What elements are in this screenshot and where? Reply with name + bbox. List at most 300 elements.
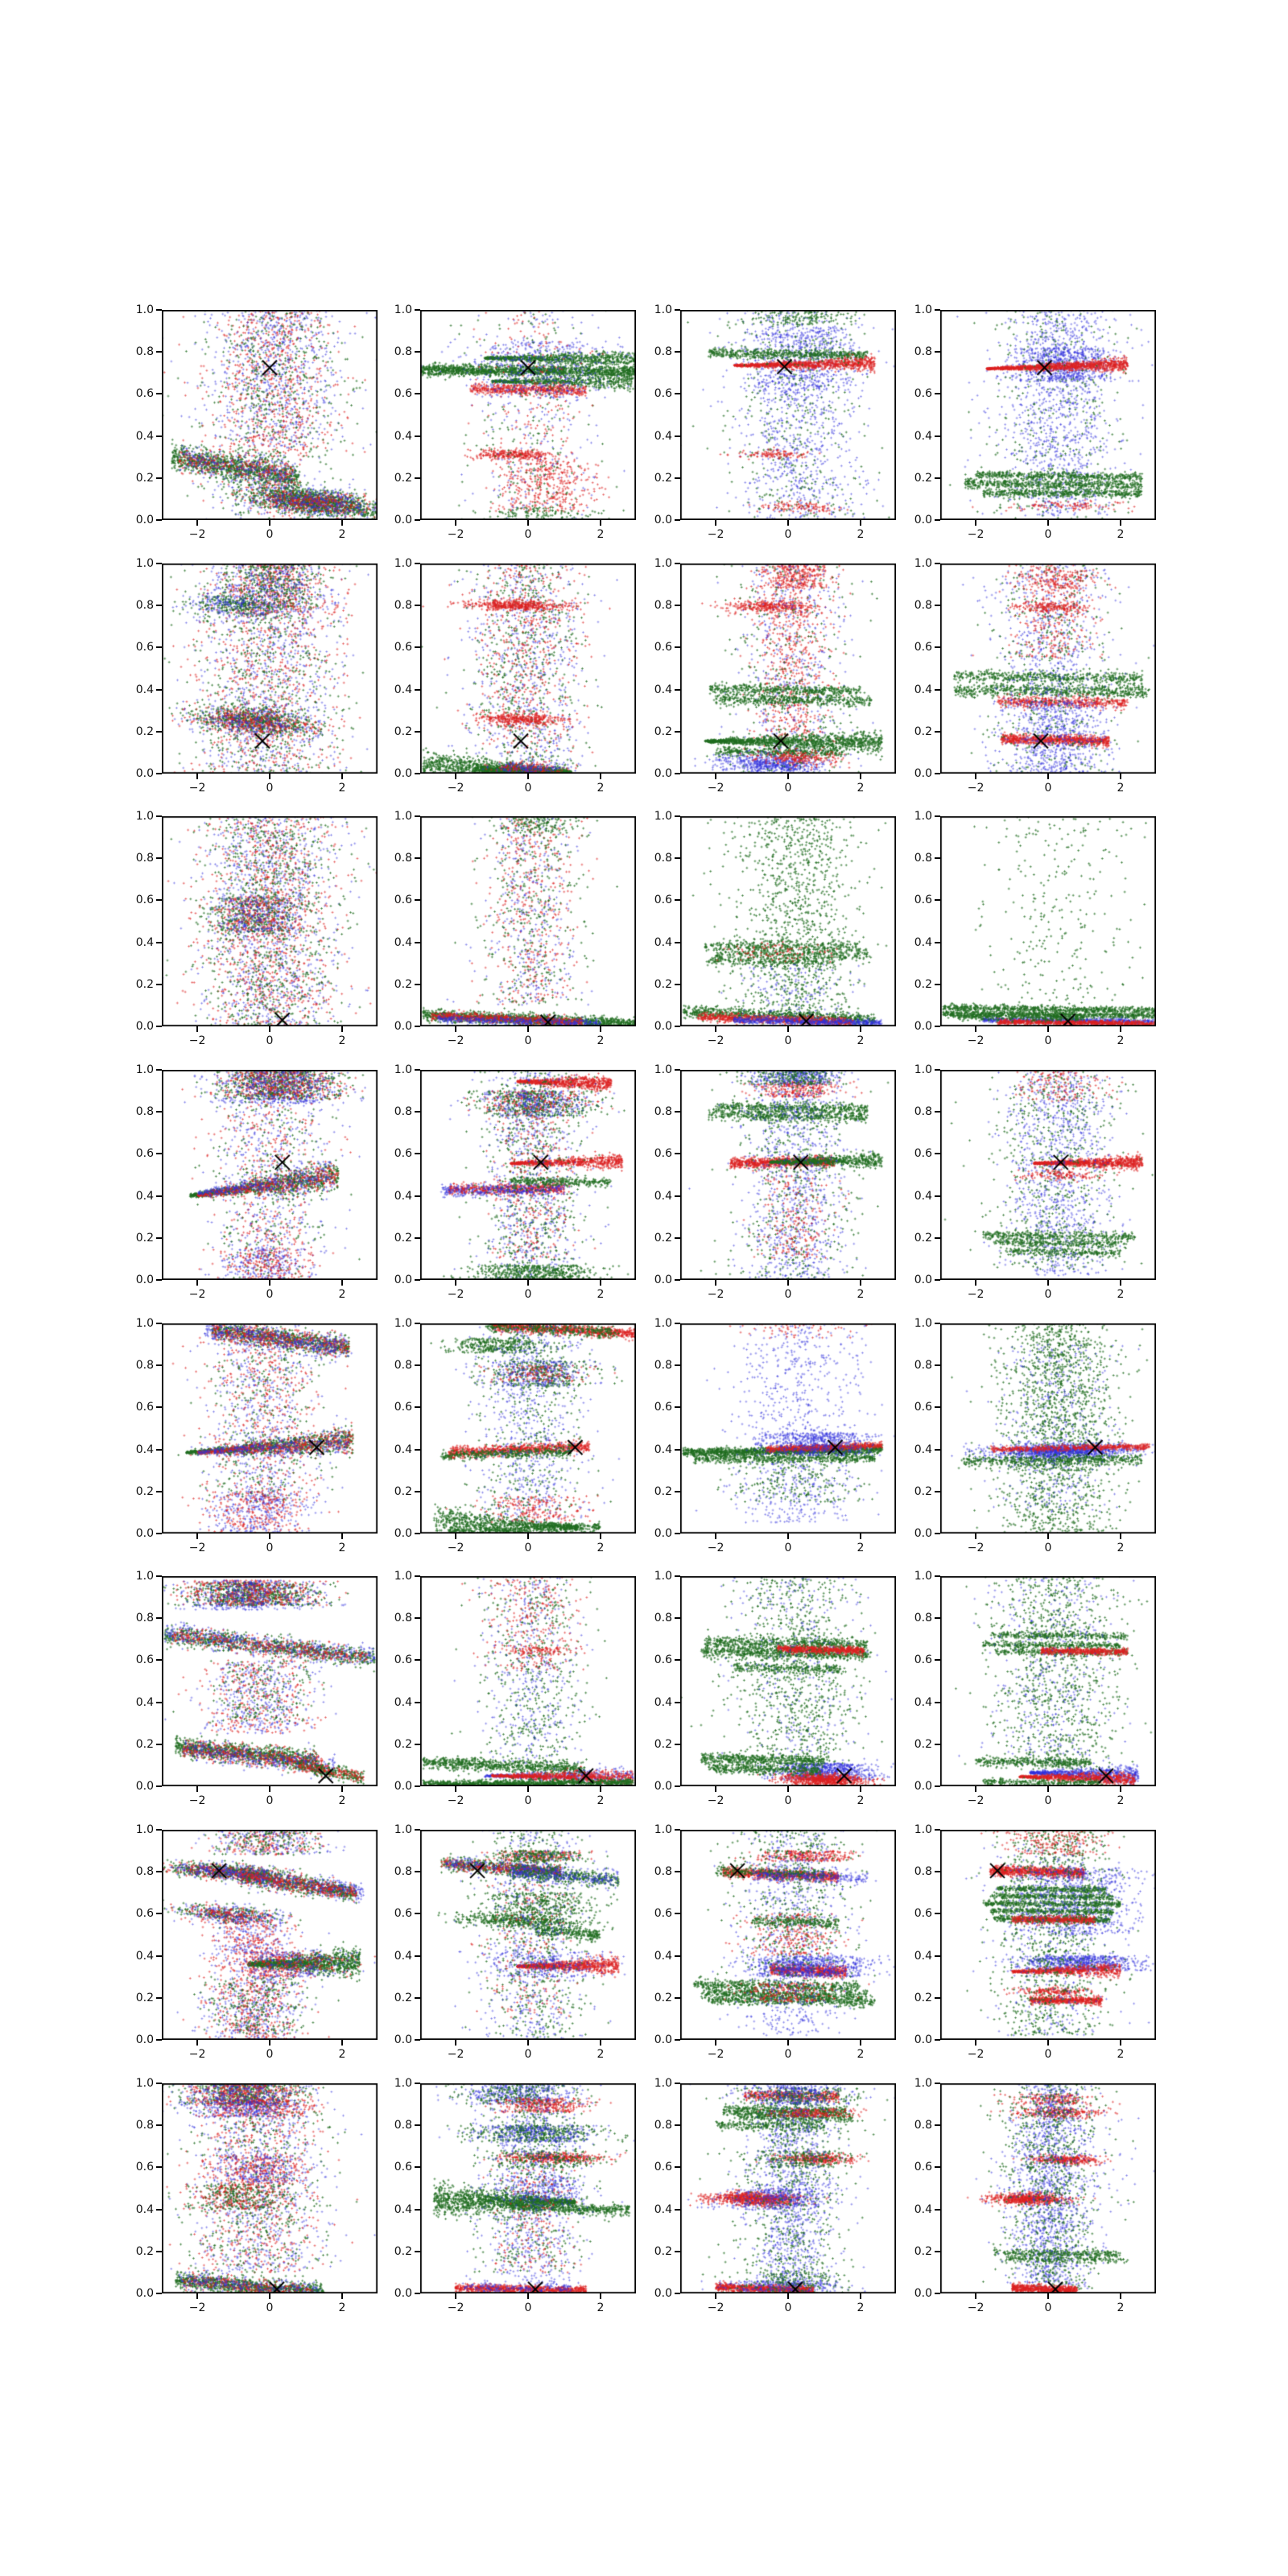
y-tick-mark bbox=[156, 815, 162, 817]
x-tick-label: 2 bbox=[1117, 1034, 1125, 1047]
y-tick-label: 0.6 bbox=[914, 1147, 932, 1161]
y-tick-label: 0.8 bbox=[135, 1359, 154, 1373]
y-tick-label: 0.2 bbox=[394, 471, 412, 485]
x-tick-label: −2 bbox=[967, 782, 985, 795]
y-tick-mark bbox=[935, 1491, 940, 1492]
x-tick-mark bbox=[975, 2293, 976, 2299]
y-tick-mark bbox=[675, 563, 680, 564]
x-tick-label: 0 bbox=[784, 2048, 792, 2061]
y-tick-label: 0.8 bbox=[135, 1612, 154, 1625]
y-tick-mark bbox=[675, 1702, 680, 1703]
subplot-r7c1 bbox=[114, 1820, 390, 2079]
x-tick-mark bbox=[1047, 520, 1049, 526]
y-tick-label: 0.2 bbox=[654, 1231, 672, 1245]
subplot-r5c1 bbox=[114, 1314, 390, 1572]
y-tick-label: 1.0 bbox=[914, 2077, 932, 2090]
y-tick-mark bbox=[415, 436, 420, 437]
x-tick-mark bbox=[860, 1534, 861, 1539]
x-tick-label: −2 bbox=[967, 2301, 985, 2314]
x-tick-label: 0 bbox=[266, 528, 274, 541]
y-tick-label: 0.8 bbox=[914, 2119, 932, 2132]
y-tick-label: 0.0 bbox=[394, 767, 412, 780]
y-tick-mark bbox=[415, 563, 420, 564]
x-tick-mark bbox=[715, 2293, 716, 2299]
x-tick-label: −2 bbox=[707, 1794, 724, 1807]
x-tick-label: 0 bbox=[266, 782, 274, 795]
x-tick-mark bbox=[1120, 774, 1121, 779]
y-tick-label: 0.8 bbox=[914, 852, 932, 865]
y-tick-label: 0.4 bbox=[914, 429, 932, 443]
y-tick-mark bbox=[415, 1785, 420, 1787]
y-tick-label: 0.2 bbox=[135, 471, 154, 485]
x-tick-label: 0 bbox=[1044, 1542, 1052, 1554]
x-tick-label: 0 bbox=[266, 2301, 274, 2314]
y-tick-mark bbox=[156, 1449, 162, 1451]
y-tick-label: 0.0 bbox=[135, 514, 154, 526]
y-tick-label: 0.8 bbox=[654, 345, 672, 359]
y-tick-label: 0.2 bbox=[394, 1991, 412, 2004]
y-tick-label: 0.6 bbox=[654, 641, 672, 654]
y-tick-label: 0.0 bbox=[394, 1020, 412, 1033]
y-tick-label: 0.4 bbox=[394, 1189, 412, 1203]
x-tick-label: −2 bbox=[447, 782, 464, 795]
y-tick-label: 0.6 bbox=[654, 387, 672, 401]
x-tick-mark bbox=[1047, 2040, 1049, 2046]
y-tick-label: 0.8 bbox=[135, 1865, 154, 1879]
y-tick-mark bbox=[675, 1237, 680, 1239]
x-tick-label: −2 bbox=[967, 1542, 985, 1554]
x-tick-mark bbox=[860, 1026, 861, 1032]
y-tick-mark bbox=[415, 1871, 420, 1872]
y-tick-label: 1.0 bbox=[914, 1063, 932, 1076]
y-tick-mark bbox=[156, 689, 162, 691]
x-tick-label: −2 bbox=[447, 1794, 464, 1807]
subplot-r2c2 bbox=[372, 554, 649, 812]
y-tick-label: 0.6 bbox=[394, 894, 412, 907]
y-tick-mark bbox=[935, 2293, 940, 2294]
x-tick-label: 0 bbox=[784, 2301, 792, 2314]
subplot-r6c3 bbox=[632, 1567, 909, 1825]
x-tick-label: −2 bbox=[447, 2301, 464, 2314]
y-tick-mark bbox=[675, 1617, 680, 1619]
y-tick-mark bbox=[675, 1913, 680, 1914]
subplot-r5c3 bbox=[632, 1314, 909, 1572]
subplot-r1c1 bbox=[114, 300, 390, 559]
y-tick-mark bbox=[675, 351, 680, 353]
subplot-r5c2 bbox=[372, 1314, 649, 1572]
y-tick-label: 0.4 bbox=[914, 1189, 932, 1203]
y-tick-label: 0.0 bbox=[394, 514, 412, 526]
subplot-r7c4 bbox=[892, 1820, 1169, 2079]
x-tick-label: −2 bbox=[447, 2048, 464, 2061]
x-tick-mark bbox=[341, 1280, 343, 1286]
y-tick-mark bbox=[675, 1111, 680, 1113]
y-tick-label: 0.2 bbox=[654, 977, 672, 991]
y-tick-mark bbox=[156, 309, 162, 311]
y-tick-label: 0.8 bbox=[394, 345, 412, 359]
x-tick-mark bbox=[860, 1280, 861, 1286]
y-tick-label: 0.6 bbox=[135, 1907, 154, 1921]
subplot-r8c1 bbox=[114, 2074, 390, 2332]
y-tick-label: 0.8 bbox=[394, 1865, 412, 1879]
x-tick-mark bbox=[715, 774, 716, 779]
x-tick-mark bbox=[269, 774, 270, 779]
x-tick-label: 2 bbox=[597, 2301, 605, 2314]
x-tick-label: −2 bbox=[967, 1794, 985, 1807]
y-tick-mark bbox=[415, 1702, 420, 1703]
y-tick-mark bbox=[415, 1026, 420, 1027]
x-tick-label: 2 bbox=[338, 782, 346, 795]
x-tick-mark bbox=[715, 1026, 716, 1032]
y-tick-label: 0.0 bbox=[135, 1527, 154, 1540]
y-tick-mark bbox=[675, 2293, 680, 2294]
x-tick-mark bbox=[455, 1786, 456, 1792]
y-tick-label: 1.0 bbox=[135, 1063, 154, 1076]
y-tick-mark bbox=[156, 351, 162, 353]
x-tick-mark bbox=[975, 1534, 976, 1539]
y-tick-label: 0.2 bbox=[654, 1484, 672, 1498]
x-tick-mark bbox=[196, 2293, 198, 2299]
y-tick-label: 0.2 bbox=[914, 2244, 932, 2258]
x-tick-mark bbox=[196, 1280, 198, 1286]
y-tick-label: 1.0 bbox=[654, 1317, 672, 1330]
scatter-canvas bbox=[940, 1830, 1156, 2040]
x-tick-label: 0 bbox=[524, 2301, 532, 2314]
scatter-canvas bbox=[162, 1323, 378, 1534]
x-tick-label: 0 bbox=[1044, 1288, 1052, 1301]
y-tick-mark bbox=[156, 1491, 162, 1492]
y-tick-label: 0.6 bbox=[394, 1653, 412, 1667]
x-tick-mark bbox=[600, 2040, 601, 2046]
y-tick-mark bbox=[156, 1364, 162, 1366]
y-tick-mark bbox=[675, 731, 680, 733]
y-tick-mark bbox=[415, 605, 420, 606]
y-tick-mark bbox=[415, 393, 420, 394]
subplot-r1c2 bbox=[372, 300, 649, 559]
y-tick-mark bbox=[156, 1617, 162, 1619]
y-tick-mark bbox=[935, 1702, 940, 1703]
x-tick-mark bbox=[341, 774, 343, 779]
y-tick-mark bbox=[415, 2293, 420, 2294]
y-tick-mark bbox=[415, 1829, 420, 1831]
y-tick-label: 0.2 bbox=[135, 1991, 154, 2004]
x-tick-mark bbox=[455, 1280, 456, 1286]
y-tick-label: 0.4 bbox=[394, 1443, 412, 1456]
x-tick-label: 2 bbox=[338, 1542, 346, 1554]
x-tick-label: 2 bbox=[857, 782, 865, 795]
y-tick-mark bbox=[415, 2124, 420, 2126]
y-tick-mark bbox=[415, 1449, 420, 1451]
x-tick-label: 2 bbox=[338, 2048, 346, 2061]
y-tick-label: 0.2 bbox=[654, 471, 672, 485]
y-tick-label: 1.0 bbox=[135, 1823, 154, 1836]
y-tick-mark bbox=[675, 1997, 680, 1999]
y-tick-label: 0.8 bbox=[654, 1359, 672, 1373]
y-tick-label: 0.2 bbox=[914, 1737, 932, 1751]
x-tick-label: −2 bbox=[967, 528, 985, 541]
y-tick-mark bbox=[415, 1575, 420, 1577]
y-tick-label: 1.0 bbox=[914, 1823, 932, 1836]
y-tick-mark bbox=[675, 519, 680, 521]
x-tick-label: 2 bbox=[338, 528, 346, 541]
y-tick-mark bbox=[675, 1955, 680, 1957]
y-tick-label: 0.4 bbox=[914, 1949, 932, 1963]
x-tick-label: 0 bbox=[266, 2048, 274, 2061]
x-tick-label: −2 bbox=[707, 2048, 724, 2061]
subplot-r4c3 bbox=[632, 1060, 909, 1319]
y-tick-label: 0.2 bbox=[914, 471, 932, 485]
y-tick-mark bbox=[415, 1617, 420, 1619]
y-tick-mark bbox=[935, 1871, 940, 1872]
x-tick-label: 2 bbox=[597, 782, 605, 795]
subplot-r1c3 bbox=[632, 300, 909, 559]
y-tick-label: 1.0 bbox=[654, 1823, 672, 1836]
x-tick-mark bbox=[975, 1280, 976, 1286]
y-tick-label: 0.6 bbox=[394, 1147, 412, 1161]
y-tick-mark bbox=[156, 1153, 162, 1154]
scatter-canvas bbox=[680, 2083, 896, 2293]
x-tick-mark bbox=[787, 1786, 789, 1792]
y-tick-mark bbox=[675, 605, 680, 606]
y-tick-label: 0.4 bbox=[394, 683, 412, 696]
x-tick-label: 0 bbox=[524, 782, 532, 795]
y-tick-label: 1.0 bbox=[654, 810, 672, 823]
x-tick-mark bbox=[269, 1786, 270, 1792]
x-tick-mark bbox=[975, 1786, 976, 1792]
y-tick-mark bbox=[415, 646, 420, 648]
y-tick-mark bbox=[156, 773, 162, 774]
y-tick-mark bbox=[415, 2083, 420, 2084]
x-tick-mark bbox=[196, 1786, 198, 1792]
y-tick-mark bbox=[935, 393, 940, 394]
y-tick-label: 0.6 bbox=[394, 2161, 412, 2174]
y-tick-mark bbox=[935, 2124, 940, 2126]
subplot-r6c2 bbox=[372, 1567, 649, 1825]
y-tick-label: 0.6 bbox=[394, 641, 412, 654]
y-tick-label: 0.8 bbox=[914, 599, 932, 613]
y-tick-label: 0.0 bbox=[135, 1780, 154, 1793]
y-tick-mark bbox=[675, 1364, 680, 1366]
y-tick-mark bbox=[935, 646, 940, 648]
subplot-r3c2 bbox=[372, 807, 649, 1065]
y-tick-mark bbox=[415, 1491, 420, 1492]
y-tick-mark bbox=[675, 309, 680, 311]
scatter-canvas bbox=[680, 1830, 896, 2040]
x-tick-label: 2 bbox=[597, 1288, 605, 1301]
y-tick-label: 1.0 bbox=[914, 303, 932, 316]
x-tick-mark bbox=[455, 520, 456, 526]
y-tick-mark bbox=[675, 2083, 680, 2084]
x-tick-mark bbox=[527, 2040, 529, 2046]
subplot-r8c2 bbox=[372, 2074, 649, 2332]
y-tick-mark bbox=[935, 2251, 940, 2252]
y-tick-mark bbox=[156, 1659, 162, 1661]
y-tick-label: 0.8 bbox=[394, 599, 412, 613]
x-tick-mark bbox=[269, 1026, 270, 1032]
x-tick-mark bbox=[1120, 1026, 1121, 1032]
x-tick-label: −2 bbox=[447, 1288, 464, 1301]
subplot-r2c3 bbox=[632, 554, 909, 812]
y-tick-mark bbox=[675, 2209, 680, 2211]
x-tick-label: 2 bbox=[1117, 1794, 1125, 1807]
scatter-canvas bbox=[420, 1830, 636, 2040]
y-tick-label: 1.0 bbox=[135, 557, 154, 570]
y-tick-mark bbox=[675, 1153, 680, 1154]
y-tick-label: 0.0 bbox=[654, 767, 672, 780]
scatter-canvas bbox=[680, 1576, 896, 1786]
x-tick-label: −2 bbox=[447, 1542, 464, 1554]
y-tick-label: 0.4 bbox=[914, 2202, 932, 2216]
scatter-canvas bbox=[162, 816, 378, 1026]
y-tick-label: 0.0 bbox=[914, 2287, 932, 2300]
y-tick-mark bbox=[156, 1997, 162, 1999]
y-tick-mark bbox=[156, 1237, 162, 1239]
x-tick-mark bbox=[1047, 1534, 1049, 1539]
scatter-canvas bbox=[940, 1323, 1156, 1534]
x-tick-label: −2 bbox=[967, 1034, 985, 1047]
x-tick-mark bbox=[600, 1280, 601, 1286]
x-tick-label: −2 bbox=[447, 528, 464, 541]
y-tick-label: 0.4 bbox=[914, 683, 932, 696]
y-tick-label: 0.8 bbox=[394, 1359, 412, 1373]
y-tick-mark bbox=[935, 1997, 940, 1999]
x-tick-mark bbox=[1047, 1786, 1049, 1792]
y-tick-label: 1.0 bbox=[914, 557, 932, 570]
y-tick-mark bbox=[935, 2209, 940, 2211]
x-tick-mark bbox=[787, 2293, 789, 2299]
y-tick-mark bbox=[935, 1237, 940, 1239]
y-tick-label: 0.6 bbox=[135, 641, 154, 654]
x-tick-label: −2 bbox=[707, 2301, 724, 2314]
y-tick-label: 0.2 bbox=[654, 1991, 672, 2004]
y-tick-label: 0.6 bbox=[135, 2161, 154, 2174]
y-tick-label: 0.4 bbox=[654, 1443, 672, 1456]
x-tick-mark bbox=[1120, 2040, 1121, 2046]
y-tick-mark bbox=[675, 477, 680, 479]
scatter-canvas bbox=[162, 310, 378, 520]
x-tick-label: 0 bbox=[266, 1794, 274, 1807]
x-tick-label: 0 bbox=[1044, 528, 1052, 541]
y-tick-label: 1.0 bbox=[135, 303, 154, 316]
y-tick-label: 0.0 bbox=[654, 2033, 672, 2046]
y-tick-mark bbox=[675, 815, 680, 817]
y-tick-label: 0.2 bbox=[914, 724, 932, 738]
y-tick-label: 0.8 bbox=[914, 345, 932, 359]
x-tick-mark bbox=[196, 1534, 198, 1539]
y-tick-label: 0.4 bbox=[135, 683, 154, 696]
y-tick-label: 1.0 bbox=[654, 2077, 672, 2090]
x-tick-label: −2 bbox=[188, 1542, 206, 1554]
y-tick-label: 0.2 bbox=[135, 1737, 154, 1751]
y-tick-label: 0.8 bbox=[135, 345, 154, 359]
x-tick-mark bbox=[860, 1786, 861, 1792]
y-tick-label: 0.2 bbox=[135, 2244, 154, 2258]
scatter-canvas bbox=[940, 310, 1156, 520]
y-tick-mark bbox=[675, 1533, 680, 1534]
scatter-canvas bbox=[162, 1830, 378, 2040]
y-tick-label: 1.0 bbox=[394, 303, 412, 316]
scatter-canvas bbox=[680, 1323, 896, 1534]
y-tick-mark bbox=[156, 857, 162, 859]
y-tick-label: 0.4 bbox=[914, 935, 932, 949]
x-tick-label: 0 bbox=[524, 1288, 532, 1301]
x-tick-mark bbox=[787, 774, 789, 779]
y-tick-label: 0.4 bbox=[394, 1949, 412, 1963]
y-tick-mark bbox=[415, 1323, 420, 1324]
y-tick-label: 0.6 bbox=[394, 1907, 412, 1921]
y-tick-label: 0.8 bbox=[654, 1105, 672, 1119]
x-tick-mark bbox=[527, 1534, 529, 1539]
y-tick-label: 0.6 bbox=[135, 1653, 154, 1667]
subplot-r6c4 bbox=[892, 1567, 1169, 1825]
y-tick-mark bbox=[675, 1659, 680, 1661]
x-tick-label: 0 bbox=[1044, 1794, 1052, 1807]
y-tick-label: 0.8 bbox=[914, 1865, 932, 1879]
y-tick-mark bbox=[935, 1069, 940, 1071]
scatter-canvas bbox=[420, 310, 636, 520]
x-tick-mark bbox=[527, 1280, 529, 1286]
x-tick-label: 2 bbox=[857, 1542, 865, 1554]
y-tick-label: 0.8 bbox=[135, 599, 154, 613]
y-tick-label: 0.8 bbox=[135, 2119, 154, 2132]
y-tick-mark bbox=[156, 2166, 162, 2168]
y-tick-mark bbox=[415, 2251, 420, 2252]
y-tick-mark bbox=[156, 2039, 162, 2041]
x-tick-label: −2 bbox=[707, 782, 724, 795]
x-tick-label: −2 bbox=[967, 1288, 985, 1301]
y-tick-label: 0.4 bbox=[914, 1443, 932, 1456]
y-tick-mark bbox=[675, 393, 680, 394]
scatter-canvas bbox=[680, 816, 896, 1026]
x-tick-mark bbox=[527, 520, 529, 526]
x-tick-label: 2 bbox=[857, 1034, 865, 1047]
y-tick-label: 0.2 bbox=[135, 1484, 154, 1498]
y-tick-label: 0.0 bbox=[914, 1274, 932, 1286]
y-tick-mark bbox=[156, 646, 162, 648]
x-tick-mark bbox=[196, 774, 198, 779]
y-tick-mark bbox=[415, 1997, 420, 1999]
scatter-canvas bbox=[940, 1576, 1156, 1786]
x-tick-label: 2 bbox=[857, 2048, 865, 2061]
x-tick-label: −2 bbox=[707, 1034, 724, 1047]
x-tick-label: 2 bbox=[1117, 2048, 1125, 2061]
x-tick-mark bbox=[860, 774, 861, 779]
y-tick-label: 0.8 bbox=[914, 1105, 932, 1119]
y-tick-mark bbox=[156, 1871, 162, 1872]
y-tick-label: 0.4 bbox=[654, 1695, 672, 1709]
y-tick-mark bbox=[935, 1659, 940, 1661]
y-tick-mark bbox=[415, 1533, 420, 1534]
x-tick-label: 2 bbox=[857, 528, 865, 541]
x-tick-mark bbox=[715, 520, 716, 526]
y-tick-mark bbox=[935, 1575, 940, 1577]
y-tick-label: 0.4 bbox=[654, 1189, 672, 1203]
x-tick-mark bbox=[455, 1534, 456, 1539]
y-tick-label: 0.4 bbox=[135, 935, 154, 949]
y-tick-label: 0.8 bbox=[135, 852, 154, 865]
x-tick-mark bbox=[269, 1534, 270, 1539]
scatter-canvas bbox=[940, 564, 1156, 774]
y-tick-mark bbox=[156, 477, 162, 479]
y-tick-label: 0.2 bbox=[654, 724, 672, 738]
y-tick-label: 0.6 bbox=[135, 1147, 154, 1161]
scatter-canvas bbox=[162, 1576, 378, 1786]
x-tick-label: −2 bbox=[707, 1288, 724, 1301]
x-tick-mark bbox=[715, 2040, 716, 2046]
y-tick-mark bbox=[156, 519, 162, 521]
y-tick-mark bbox=[415, 899, 420, 901]
y-tick-mark bbox=[675, 1785, 680, 1787]
